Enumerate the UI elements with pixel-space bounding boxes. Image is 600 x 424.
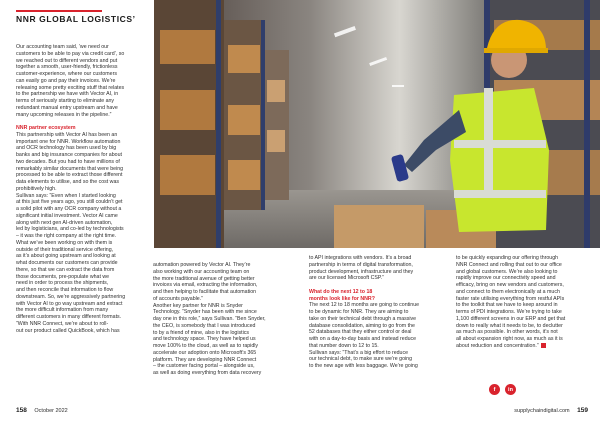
end-of-article-mark	[541, 343, 546, 348]
issue-date: October 2022	[34, 408, 68, 414]
text-line: to API integrations with vendors. It’s a broad	[309, 255, 412, 261]
text-line: prohibitively high.	[16, 185, 57, 192]
text-line: and then helping to facilitate that automation	[153, 289, 257, 295]
text-line: Technology. “Snyder has been with me since	[153, 309, 257, 316]
text-line: at this just five years ago, you still couldn’t get	[16, 199, 123, 206]
text-line: out our product called QuickBook, which has	[16, 327, 120, 334]
text-line: The next 12 to 18 months are going to continue	[309, 302, 420, 309]
paragraph-gap	[16, 118, 144, 125]
text-line: to the partnership we have with Vector AI, in	[16, 91, 119, 98]
text-line: 52 databases that they either control or deal	[309, 329, 412, 336]
text-line: as much as possible. In other words, it’s not	[456, 329, 558, 336]
text-line: Sullivan says: “That’s a big effort to reduce	[309, 349, 409, 356]
text-line: all about expansion right now, as much as it is	[456, 336, 563, 342]
text-line: platform. They are developing NNR Connect	[153, 356, 257, 363]
paragraph-gap	[309, 282, 447, 289]
facebook-icon[interactable]: f	[489, 384, 500, 395]
text-line: customer-experience, where our customers	[16, 71, 117, 77]
text-line: to the new age with less baggage. We’re going	[309, 363, 418, 369]
text-line: a solid pilot with any OCR company without a	[16, 206, 122, 212]
text-line: the more traditional avenue of getting better	[153, 275, 255, 282]
header-accent-rule	[16, 10, 102, 12]
text-line: the more difficult information from many	[16, 307, 109, 314]
text-line: accelerate our adoption onto Microsoft’s 365	[153, 349, 257, 356]
text-line: NNR Connect and rolling that out to our office	[456, 261, 562, 268]
text-line: significant initial investment. Vector AI came	[16, 212, 118, 219]
text-line: and global customers. We’re also looking to	[456, 268, 558, 275]
text-line: those documents, pre-populate what we	[16, 273, 110, 280]
text-line: downstream. So, we’re aggressively partnering	[16, 293, 126, 300]
page-number-right: 159	[577, 407, 588, 414]
text-line: – it was the right company at the right time.	[16, 233, 117, 239]
text-line: that number down to 12 to 15.	[309, 342, 379, 349]
text-line: our technical debt, to make sure we’re going	[309, 356, 413, 363]
text-line: and connect to them electronically at a much	[456, 288, 560, 295]
text-line: Sullivan says: “Even when I started looking	[16, 192, 116, 199]
subheading-line: What do the next 12 to 18	[309, 288, 373, 295]
text-line: move 100% to the cloud, as well as to rapidly	[153, 343, 259, 349]
text-line: automation powered by Vector AI. They’re	[153, 262, 251, 268]
text-line: efficacy, bring on new vendors and customers,	[456, 282, 564, 288]
article-column-3	[309, 255, 447, 370]
text-line: data elements to utilise, and so the cost was	[16, 179, 120, 185]
article-column-2	[153, 262, 298, 377]
warehouse-photo	[154, 0, 600, 248]
section-header: NNR GLOBAL LOGISTICS’	[16, 14, 136, 24]
text-line: take on their technical debt through a massive	[309, 315, 417, 322]
text-line: and then reconcile that information to flow	[16, 287, 114, 293]
text-line: we reached out to different vendors and put	[16, 57, 118, 64]
text-line: to the toolkit that we have to keep around in	[456, 302, 558, 309]
text-line: with Vector AI to go way upstream and extract	[16, 300, 123, 307]
text-line: customers to be able to pay via credit card’, so	[16, 50, 125, 57]
text-line: database consolidation, aiming to go from the	[309, 322, 415, 329]
text-line: redundant manual entry upstream and have	[16, 104, 118, 111]
text-line: Another key partner for NNR is Snyder	[153, 302, 243, 309]
text-line: day one in this role,” says Sullivan. “Ben Snyder,	[153, 316, 266, 322]
text-line: can easily go and pay their invoices. We’re	[16, 77, 116, 84]
article-column-1	[16, 44, 144, 334]
text-line: different customers in many different formats.	[16, 314, 122, 320]
text-line: outside of their traditional service offering,	[16, 246, 114, 253]
text-line: “With NNR Connect, we’re about to roll-	[16, 320, 109, 327]
text-line: need in order to process the shipments,	[16, 280, 109, 287]
text-line: rapidly improve our connectivity speed and	[456, 275, 556, 282]
text-line: and technology space. They have helped us	[153, 336, 256, 343]
text-line: remarkably similar documents that were being	[16, 165, 124, 172]
text-line: what documents our customers can provide	[16, 260, 118, 266]
text-line: and OCR technology has been used by big	[16, 145, 117, 152]
text-line: as well as doing everything from data recovery	[153, 370, 262, 376]
text-line: many upcoming releases in the pipeline.”	[16, 111, 112, 118]
text-line: important one for NNR. Workflow automation	[16, 138, 121, 145]
article-column-4	[456, 255, 590, 350]
linkedin-icon[interactable]: in	[505, 384, 516, 395]
text-line: to be dynamic for NNR. They are aiming to	[309, 309, 409, 315]
text-line: Our accounting team said, ‘we need our	[16, 44, 109, 50]
text-line: there, so that we can extract the data from	[16, 266, 115, 273]
text-line: releasing some pretty exciting stuff that relates	[16, 84, 125, 91]
text-line: faster rate utilising everything from restful APIs	[456, 295, 565, 302]
text-line: along with next gen AI-driven automation,	[16, 219, 113, 226]
footer-right	[514, 407, 588, 414]
site-url[interactable]: supplychaindigital.com	[514, 408, 570, 414]
page-number-left: 158	[16, 407, 27, 414]
text-line: with on a day-to-day basis and instead reduce	[309, 336, 417, 342]
text-line: partnership in terms of digital transformation,	[309, 261, 413, 268]
text-line: of accounts payable.”	[153, 295, 203, 302]
footer-left	[16, 407, 68, 414]
text-line: about reduction and concentration.”	[456, 343, 590, 350]
subheading-line: months look like for NNR?	[309, 295, 375, 302]
text-line: invoices via email, extracting the information,	[153, 282, 258, 289]
text-line: down to really what it needs to be, to declutter	[456, 322, 563, 329]
text-line: terms of seriously starting to eliminate any	[16, 98, 115, 104]
text-line: processed to be able to extract those different	[16, 172, 123, 179]
text-line: also working with our accounting team on	[153, 268, 250, 275]
text-line: are our licensed Microsoft CSP.”	[309, 275, 384, 282]
text-line: terms of PDI integrations. We’re trying to take	[456, 309, 562, 315]
text-line: banks and big insurance companies for about	[16, 152, 122, 158]
text-line: to by a friend of mine, also in the logistics	[153, 329, 250, 336]
text-line: together a smooth, user-friendly, frictionless	[16, 64, 118, 71]
text-line: the CEO, is somebody that I was introduced	[153, 322, 256, 329]
text-line: led by logisticians, and co-led by technologists	[16, 226, 124, 233]
text-line: to be quickly expanding our offering through	[456, 255, 559, 261]
text-line: two decades. But you had to have millions of	[16, 158, 120, 165]
text-line: 1,100 different screens in our ERP and get that	[456, 315, 566, 322]
subheading: NNR partner ecosystem	[16, 125, 76, 131]
text-line: product development, infrastructure and they	[309, 268, 414, 275]
text-line: as it’s about going upstream and looking at	[16, 253, 116, 260]
text-line: This partnership with Vector AI has been an	[16, 131, 118, 138]
text-line: – the customer facing portal – alongside us,	[153, 363, 255, 370]
text-line: What we’ve been working on with them is	[16, 239, 113, 246]
